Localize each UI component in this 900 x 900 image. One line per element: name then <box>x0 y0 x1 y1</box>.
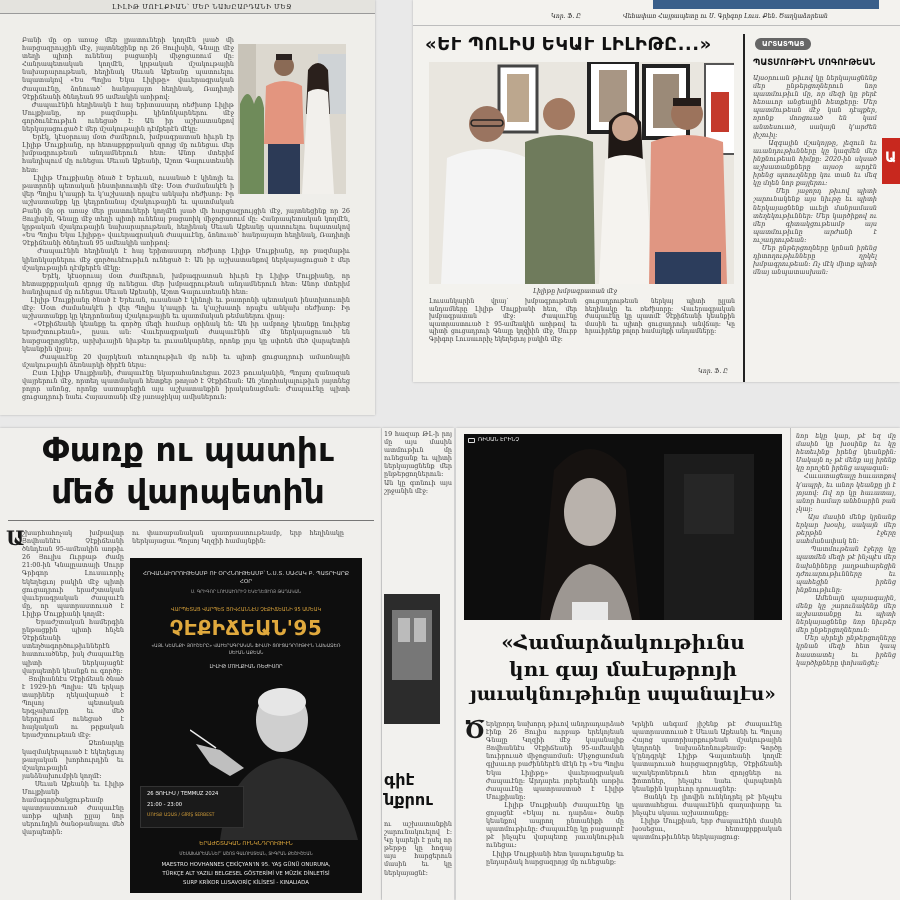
top-strip-caption: Վեհափառ Հայրապետը ու Ս. Գրիգոր Լուս. Քեն. Ծաղկաձորեան <box>623 13 828 20</box>
poster-footer-tr1: MAESTRO HOVHANNES ÇEKİÇYAN'IN 95. YAŞ GÜNÜ ONURUNA, <box>161 862 331 868</box>
poster-description: «ԱՅԼ ԿԵԱՆՔԻ ՅՈՒՇԵՐԸ» ՎԱՒԵՐԱԳՐԱԿԱՆ ՖԻԼՄԻ ՑՈՒՑԱԴՐՈՒԹԻՒՆ ՆԱԽԱՁԵՌ ՍԵՒԱՆ ԱՔԵԱՆ <box>151 644 341 656</box>
headline: «ԵՒ ՊՈԼԻՍ ԵԿԱՒ ԼԻԼԻԹԸ...» <box>425 34 712 55</box>
clipping-header <box>0 0 375 14</box>
middle-big-word-2: նքրու <box>384 790 433 809</box>
poster-footer-tr3: SURP KRİKOR LUSAVORİÇ KİLİSESİ - KINALIADA <box>183 880 309 886</box>
article-column-2-head: ու փառաբանական պատրաստութեամբ, երբ հեղինակը ներկայացաւ Պոլսոյ Կղզիի համայնքին: <box>132 529 344 545</box>
quote-line-3: յաւակնութիւնը սպանալէս» <box>470 684 776 705</box>
poster-date-box <box>140 786 244 828</box>
poster-time: 21:00 - 23:00 <box>147 802 183 808</box>
photo-lilit-with-man <box>238 44 346 194</box>
headline-rule <box>8 520 374 521</box>
top-strip-photo-edge <box>653 0 879 9</box>
caption-byline: Կոր. Ֆ. Ը <box>698 368 728 375</box>
side-column-br: նոր եկը կար, թէ եզ մը մասին կը խօսինք եւ կը հետեւինք իրենց կեանքին: Սակայն ոչ թէ մենք այլ իրենք կը որոշեն իրենց ապագան: Հաւատացեալը հաւատքով կ՚ապրի, եւ անոր կեանքը լի է յոյսով: Ով որ կը հաւատայ, անոր համար անհնարին բան չկայ: Այս մասին մենք կրնանք երկար խօսիլ, սակայն մեր թերթին էջերը սահմանափակ են: Պատմութեան էջերը կը պատմեն մեզի թէ ինչպէս մեր նախնիները յաղթահարեցին դժուարութիւնները եւ պահեցին իրենց ինքնութիւնը: Ամենայն պարագային, մենք կը շարունակենք մեր աշխատանքը եւ պիտի ներկայացնենք նոր նիւթեր մեր ընթերցողներուն: Մեր սիրելի ընթերցողները կրնան մեզի հետ կապ հաստատել եւ իրենց կարծիքները փոխանցել: <box>796 432 896 667</box>
article-body-top-left: Բանի մը օր առաջ մեր լրատուների կողմէն լսած մի հարցազրույցին մէջ, յայտնեցինք որ 26 Յուլիսին, Գնալը մէջ տեղի պիտի ունենայ բացառիկ միջոցառում մը: Հանրապետական կողմէն, կրթական մշակութային նախարարութեան, հեղինակ Սեւան Աքեանը պատուելու նպատակով «Ես Պոլիս Եկա Լիլիթը» վաւերագրական ժապաւէնը, ձոնուած՝ հանրայայտ հեղինակ, Ռադիոյի Չէքիճեանի ծննդեան 95 ամեակին առիթով: Ժապաւէնին հեղինակն է հայ երիտասարդ ռեժիսոր Լիլիթ Մուլքիանը, որ բազմաթիւ կինոնկարներու մէջ գործունէութիւն ունեցած է: Ան իր աշխատանքով ներկայացուցած է մեր մշակութային դէմքերէն մէկը: Երէկ, կէսօրուայ մօտ ժամերուն, խմբագրատան հիւրն էր Լիլիթ Մուլքիանը, որ հետաքրքրական զրոյց մը ունեցաւ մեր խմբագրութեան անդամներուն հետ: Անոր մտերիմ հանդիպում մը ունեցաւ Սեւան Աքեանի, Աշոտ Գալուստեանի հետ: Լիլիթ Մուլքիանը ծնած է Երեւան, ուսանած է կինոյի եւ թատրոնի պետական ինստիտուտին մէջ: Մօտ ժամանակէն ի վեր Պոլիս կ՚ապրի եւ կ՚աշխատի որպէս անկախ ռեժիսոր: Իր աշխատանքը կը կեդրոնանայ մշակութային եւ պատմական <box>22 36 234 206</box>
photo-caption-right: ցուցադրութեան ներկայ պիտի ըլլան հեղինակը եւ ռեժիսորը: Վաւերագրական ժապաւէնը կը պատմէ Չէքիճեանի կեանքին մասին եւ պիտի ցուցադրուի անվճար: Կը հրաւիրենք բոլոր համայնքի անդամները: <box>585 298 735 335</box>
poster-event: ՎԱՐՊԵՏԱՑ ՎԱՐՊԵՏ ՅՈՎՀԱՆՆԷՍ ՉԷՔԻՃԵԱՆԻ 95 ԱՄԵԱԿ <box>170 607 322 613</box>
sidebar <box>743 34 900 382</box>
headline-line-2: մեծ վարպետին <box>51 472 325 511</box>
clipping-top-right <box>413 0 900 382</box>
clipping-bottom-right <box>456 428 900 900</box>
top-strip-byline: Կոր. Ֆ. Ը <box>551 13 581 20</box>
dropcap-br: Ծ <box>464 715 486 744</box>
header-text: ԼԻԼԻԹ ՄՈՒԼՔԻԱՆ՝ ՄԵՐ ՆԱԽԸԱՐԴԱՆԻ ՄԵՋ <box>112 3 292 11</box>
clipping-top-left <box>0 0 375 415</box>
photo-credit <box>468 437 519 443</box>
sidebar-title: ՊԱՏՄՈՒԹԻՒՆ ՄՈԳՈՒԹԵԱՆ <box>753 58 876 68</box>
middle-photo <box>384 594 440 724</box>
poster-organizer: ՀՈՎԱՆԱՒՈՐՈՒԹԵԱՄԲ ՈՒ ՕՐՀՆՈՒԹԵԱՄԲ՝ Ն.Ս.Տ. ՍԱՀԱԿ Բ. ՊԱՏՐԻԱՐՔ ՀՕՐ <box>143 571 349 585</box>
quote-line-1: «Համարձակութիւնս <box>501 630 745 654</box>
sidebar-red-badge <box>882 138 900 184</box>
middle-big-word-1: գիէ <box>384 770 415 789</box>
middle-text-top: 19 հազար ԹԼ-ի րոյ մը այս մասին ատմութիւն մը ունեցանք եւ պիտի ներկայացնենք մեր ընթերցողներուն: Ան կը գտնուի այս շրջանին մէջ: <box>384 430 452 495</box>
quote-line-2: կու գայ մաէսթրոյի <box>509 657 737 681</box>
article-column-2-br: Կրկին անգամ յիշենք թէ ժապաւէնը պատրաստուած է Սեւան Աքեանի եւ Պոլսոյ Հայոց պատրիարքութեան մշակութային կեդրոնի նախաձեռնութեամբ: Գործը կ՚ընդգրկէ Լիլիթ Գալստեանի կողմէ կատարուած հարցազրոյցներ, Չէքիճեանի աշակերտներուն հետ զրոյցներ ու ֆոտոներ, ինչպէս նաեւ վարպետին կեանքին կարեւոր դրուագներ: Ցանկն էր լիովին ունկնդրել թէ ինչպէս պատահեցաւ ժապաւէնին գաղափարը եւ ինչպէս սկսաւ աշխատանքը: Լիլիթ Մուլքիան, երբ ժապաւէնին մասին խօսեցաւ, հետաքրքրական պատմութիւններ ներկայացուց: <box>632 720 782 842</box>
poster-footer-arm: ԵՐԱԺՇՏԱԿԱՆ ՈՒՆԿՆԴՐՈՒԹԻՒՆ <box>199 841 293 847</box>
headline-line-1: Փառք ու պատիւ <box>42 430 334 469</box>
photo-credit-name: ՌԻՍԱՆ ԷՐԻՆՉ <box>478 437 520 443</box>
clipping-bottom-middle <box>382 428 454 900</box>
top-strip <box>413 0 900 26</box>
poster-sub: Ս. ԳՐԻԳՈՐ ԼՈՒՍԱՒՈՐԻՉ ԵԿԵՂԵՑՒՈՅ ԹԱՂԱԿԱՆ <box>190 590 302 595</box>
article-column-1: շխարհահռչակ խմբավար Յովհաննէս Չէքիճեանի ծննդեան 95-ամեակին առթիւ 26 Յուլիս Ուրբաթ ժամը 21:00-ին Կնալըատայի Սուրբ Գրիգոր Լուսաւորիչ եկեղեցւոյ բակին մէջ պիտի ցուցադրուի երաժշտական վաւերագրական ժապաւէն մը, որ պատրաստուած է Լիլիթ Մուլքիանի կողմէ: Երաժշտական համերգին ընթացքին պիտի հնչեն Չէքիճեանի ստեղծագործութիւններէն հատուածներ, իսկ ժապաւէնը պիտի ներկայացնէ վարպետին կեանքն ու գործը: Յովհաննէս Չէքիճեան ծնած է 1929-ին Պոլիս: Ան երկար տարիներ ղեկավարած է Պոլսոյ պետական երգչախումբը եւ մեծ ներդրում ունեցած է հայկական ու թրքական երաժշտութեան մէջ: Ձեռնարկը կազմակերպուած է եկեղեցւոյ թաղական խորհուրդին եւ մշակութային յանձնախումբին կողմէ: Սեւան Աքեանի եւ Լիլիթ Մուլքիանի համագործակցութեամբ պատրաստուած ժապաւէնը առիթ պիտի ըլլայ նոր սերունդին ծանօթանալու մեծ վարպետին: <box>22 529 124 837</box>
poster-title: ՉԷՔԻՃԵԱՆ'95 <box>169 616 323 640</box>
camera-icon <box>468 438 475 443</box>
sidebar-red-badge-letter: Ա <box>885 150 897 166</box>
photo-caption-left: Լուսանկարին վրայ՝ խմբագրութեան անդամները Լիլիթ Մուլքիանի հետ, մեր խմբագրատան մէջ: Ժապաւէնը պատրաստուած է 95-ամեակին առիթով եւ պիտի ցուցադրուի Գնալը կղզիին մէջ, Սուրբ Գրիգոր Լուսաւորիչ եկեղեցւոյ բակին մէջ: <box>429 298 577 343</box>
sidebar-tag: ԱՐՏԱՏՊԱՑ <box>755 38 811 50</box>
lilit-portrait-photo <box>464 434 782 620</box>
clipping-bottom-left <box>0 428 381 900</box>
article-column-1-br: երկրորդ նախորդ թիւով անդրադարձած էինք 26 Յուլիս ուրբաթ երեկոյեան Գնալը Կղզիի մէջ կայանալիք Յովհաննէս Չէքիճեանի 95-ամեակին նուիրուած միջոցառման: Միջոցառման գլխաւոր բաժիններէն մէկն էր «Ես Պոլիս Եկա Լիլիթը» վաւերագրական ժապաւէնը: Արդարեւ յոբելեանի առթիւ ժապաւէնը պատրաստած է Լիլիթ Մուլքիանը: Լիլիթ Մուլքիանի ժապաւէնը կը ցոլացնէ «Եկայ ու դարձա» ծանր կեանքով ապրող ընտանիքի մը պատմութիւնը: Ժապաւէնը կը բացատրէ թէ ինչպէս վարպետը յաւակնութիւն ունեցաւ: Լիլիթ Մուլքիանի հետ կապուեցանք եւ ընդարձակ հարցազրոյց մը ունեցանք: <box>486 720 624 866</box>
poster-footer-tr2: TÜRKÇE ALT YAZILI BELGESEL GÖSTERİMİ VE MÜZİK DİNLETİSİ <box>162 871 330 877</box>
column-divider <box>790 428 791 900</box>
sidebar-body: Այսօրուան թիւով կը ներկայացնենք մեր ընթերցողներուն նոր պատմութիւն մը, որ մեզի կը բերէ հեռաւոր անցեալին հետքերը: Մեր պատմութեան մէջ կան դէպքեր, որոնք մոռցուած են կամ անտեսուած, սակայն կ՚արժեն յիշուիլ: Ազգային մշակոյթը, լեզուն եւ աւանդութիւնները կը կազմեն մեր ինքնութեան հիմքը: 2020-ին սկսած աշխատանքները այսօր արդէն իրենց պտուղները կու տան եւ մեզ կը մղեն նոր քայլերու: Մեր յաջորդ թիւով պիտի շարունակենք այս նիւթը եւ պիտի ներկայացնենք աւելի մանրամասն տեղեկութիւններ: Մեր կարծիքով ու մեր գիտակցութեամբ այս պատմութիւնը արժանի է ուշադրութեան: Մեր ընթերցողները կրնան իրենց դիտողութիւնները ղրկել խմբագրութեան: Ոչ մէկ միտք պիտի մնայ անպատասխան: <box>753 74 877 277</box>
poster-entry: ՄՈՒՏՔ ԱԶԱՏ / GİRİŞ SERBEST <box>147 813 215 818</box>
article-body-top-left-wide: Բանի մը օր առաջ մեր լրատուների կողմէն լսած մի հարցազրույցին մէջ, յայտնեցինք որ 26 Յուլիսին, Գնալը մէջ տեղի պիտի ունենայ բացառիկ միջոցառում մը: Հանրապետական կողմէն, կրթական մշակութային նախարարութեան, հեղինակ Սեւան Աքեանը պատուելու նպատակով «Ես Պոլիս Եկա Լիլիթը» վաւերագրական ժապաւէնը, ձոնուած՝ հանրայայտ հեղինակ, Ռադիոյի Չէքիճեանի ծննդեան 95 ամեակին առիթով: Ժապաւէնին հեղինակն է հայ երիտասարդ ռեժիսոր Լիլիթ Մուլքիանը, որ բազմաթիւ կինոնկարներու մէջ գործունէութիւն ունեցած է: Ան իր աշխատանքով ներկայացուցած է մեր մշակութային դէմքերէն մէկը: Երէկ, կէսօրուայ մօտ ժամերուն, խմբագրատան հիւրն էր Լիլիթ Մուլքիանը, որ հետաքրքրական զրոյց մը ունեցաւ մեր խմբագրութեան անդամներուն հետ: Անոր մտերիմ հանդիպում մը ունեցաւ Սեւան Աքեանի, Աշոտ Գալուստեանի հետ: Լիլիթ Մուլքիանը ծնած է Երեւան, ուսանած է կինոյի եւ թատրոնի պետական ինստիտուտին մէջ: Մօտ ժամանակէն ի վեր Պոլիս կ՚ապրի եւ կ՚աշխատի որպէս անկախ ռեժիսոր: Իր աշխատանքը կը կեդրոնանայ մշակութային եւ պատմական թեմաներու վրայ: «Չէքիճեանի կեանքը եւ գործը մեզի համար օրինակ են: Ան իր ամբողջ կեանքը նուիրեց երաժշտութեան», ըսաւ ան: Վաւերագրական ժապաւէնին մէջ ներկայացուած են հարցազրոյցներ, արխիւային նիւթեր եւ լուսանկարներ, որոնք լոյս կը սփռեն մեծ վարպետին կեանքին վրայ: Ժապաւէնը 20 վայրկեան տեւողութիւն մը ունի եւ պիտի ցուցադրուի ամառնային մշակութային ձեռնարկի ծիրէն ներս: Ըստ Լիլիթ Մուլքիանի, ժապաւէնը նկարահանուեցաւ 2023 թուականին, Պոլսոյ զանազան վայրերուն մէջ, որտեղ պատմական հետքեր թողած է Չէքիճեան: Ան շնորհակալութիւն յայտնեց բոլոր անոնց, որոնք սատարեցին այս աշխատանքին իրականացման: Ժապաւէնը պիտի ցուցադրուի նաեւ Հայաստանի մէջ յառաջիկայ ամիսներուն: <box>22 207 350 402</box>
photo-label: Լիլիթը խմբագրատան մէջ <box>533 288 618 295</box>
poster-director: ԼԻԼԻԹ ՄՈՒԼՔԻԱՆ ՌԵԺԻՍՈՐ <box>209 664 283 670</box>
group-photo-editorial-office <box>429 62 734 284</box>
middle-text-bottom: ու աշխատանքին շարունակուելով է: Կը կարելի է ըսել որ թերթը կը հոգայ այս հարցերուն մասին եւ կը ներկայացնէ: <box>384 820 452 877</box>
poster-footer-arm2: ՄԵՍԱԽԱՐԵԱՆՆԵՐ՝ ԱՇՈՏ ԳԱԼՈՒՍՏԵԱՆ, ՏԻԳՐԱՆ ՔԵՇԻՇԵԱՆ <box>179 851 313 856</box>
event-poster <box>130 558 362 893</box>
poster-date: 26 ՅՈՒԼԻՍ / TEMMUZ 2024 <box>147 791 219 797</box>
dropcap: Ա <box>6 526 25 550</box>
